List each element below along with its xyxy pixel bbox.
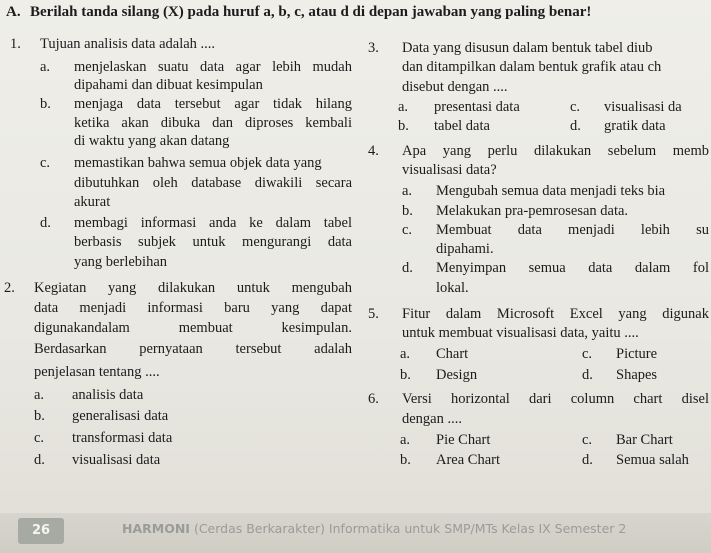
q5-option-d-label[interactable]: d. <box>582 367 593 383</box>
q5-option-b-label[interactable]: b. <box>400 367 411 383</box>
q3-option-c-label[interactable]: c. <box>570 99 581 115</box>
q4-option-b-label[interactable]: b. <box>402 203 413 219</box>
q1-option-b-text: menjaga data tersebut agar tidak hilang <box>74 96 352 112</box>
q5-option-c-text: Picture <box>616 346 658 362</box>
q3-option-c-text: visualisasi da <box>604 99 682 115</box>
q2-option-d-label[interactable]: d. <box>34 452 45 468</box>
q3-question-3: disebut dengan .... <box>402 79 508 95</box>
q4-option-d-text: Menyimpan semua data dalam fol <box>436 260 709 276</box>
q4-option-c-text-2: dipahami. <box>436 241 494 257</box>
q6-number: 6. <box>368 391 379 407</box>
q1-option-a-text: menjelaskan suatu data agar lebih mudah <box>74 59 352 75</box>
q6-option-c-label[interactable]: c. <box>582 432 593 448</box>
q2-option-a-label[interactable]: a. <box>34 387 45 403</box>
q1-option-c-text: memastikan bahwa semua objek data yang <box>74 155 322 171</box>
q4-option-c-text: Membuat data menjadi lebih su <box>436 222 709 238</box>
q4-option-b-text: Melakukan pra-pemrosesan data. <box>436 203 629 219</box>
q5-option-c-label[interactable]: c. <box>582 346 593 362</box>
q1-option-c-text-2: dibutuhkan oleh database diwakili secara <box>74 175 352 191</box>
q6-question: Versi horizontal dari column chart disel <box>402 391 709 407</box>
q2-option-c-text: transformasi data <box>72 430 173 446</box>
section-instruction: Berilah tanda silang (X) pada huruf a, b, c, atau d di depan jawaban yang paling benar! <box>30 4 592 20</box>
q2-question-4: Berdasarkan pernyataan tersebut adalah <box>34 341 352 357</box>
q3-option-a-text: presentasi data <box>434 99 520 115</box>
q5-option-a-label[interactable]: a. <box>400 346 411 362</box>
q6-option-a-label[interactable]: a. <box>400 432 411 448</box>
q3-question-2: dan ditampilkan dalam bentuk grafik atau ch <box>402 59 662 75</box>
q3-option-d-label[interactable]: d. <box>570 118 581 134</box>
q2-option-c-label[interactable]: c. <box>34 430 45 446</box>
q5-option-b-text: Design <box>436 367 478 383</box>
q2-option-a-text: analisis data <box>72 387 144 403</box>
q3-option-a-label[interactable]: a. <box>398 99 409 115</box>
q4-option-a-label[interactable]: a. <box>402 183 413 199</box>
q6-option-b-label[interactable]: b. <box>400 452 411 468</box>
q1-number: 1. <box>10 36 21 52</box>
q1-option-d-label[interactable]: d. <box>40 215 51 231</box>
q2-option-b-text: generalisasi data <box>72 408 169 424</box>
q2-question: Kegiatan yang dilakukan untuk mengubah <box>34 280 352 296</box>
q6-option-b-text: Area Chart <box>436 452 501 468</box>
q2-question-3: digunakandalam membuat kesimpulan. <box>34 320 352 336</box>
q5-option-d-text: Shapes <box>616 367 658 383</box>
footer-text <box>122 521 626 536</box>
q5-question-2: untuk membuat visualisasi data, yaitu .... <box>402 325 639 341</box>
q3-number: 3. <box>368 40 379 56</box>
footer-subtitle: (Cerdas Berkarakter) Informatika untuk SMP/MTs Kelas IX Semester 2 <box>193 521 627 536</box>
q4-option-a-text: Mengubah semua data menjadi teks bia <box>436 183 666 199</box>
q6-option-a-text: Pie Chart <box>436 432 491 448</box>
q4-question: Apa yang perlu dilakukan sebelum memb <box>402 143 709 159</box>
q2-option-d-text: visualisasi data <box>72 452 161 468</box>
q6-option-d-label[interactable]: d. <box>582 452 593 468</box>
section-letter: A. <box>6 4 21 20</box>
q1-option-c-label[interactable]: c. <box>40 155 51 171</box>
q6-option-c-text: Bar Chart <box>616 432 673 448</box>
q2-option-b-label[interactable]: b. <box>34 408 45 424</box>
q5-option-a-text: Chart <box>436 346 469 362</box>
q1-option-d-text-2: berbasis subjek untuk mengurangi data <box>74 234 352 250</box>
q4-option-d-text-2: lokal. <box>436 280 469 296</box>
q1-option-d-text: membagi informasi anda ke dalam tabel <box>74 215 352 231</box>
q4-question-2: visualisasi data? <box>402 162 497 178</box>
q1-option-a-label[interactable]: a. <box>40 59 51 75</box>
q6-option-d-text: Semua salah <box>616 452 689 468</box>
q3-option-b-label[interactable]: b. <box>398 118 409 134</box>
q2-number: 2. <box>4 280 15 296</box>
q2-question-5: penjelasan tentang .... <box>34 364 160 380</box>
q6-question-2: dengan .... <box>402 411 462 427</box>
q5-number: 5. <box>368 306 379 322</box>
footer-series: HARMONI <box>122 521 190 536</box>
q3-option-d-text: gratik data <box>604 118 666 134</box>
q2-question-2: data menjadi informasi baru yang dapat <box>34 300 352 316</box>
q4-number: 4. <box>368 143 379 159</box>
q1-option-b-label[interactable]: b. <box>40 96 51 112</box>
page-number: 26 <box>18 518 64 544</box>
q5-question: Fitur dalam Microsoft Excel yang digunak <box>402 306 709 322</box>
q4-option-d-label[interactable]: d. <box>402 260 413 276</box>
q1-option-a-text-2: dipahami dan dibuat kesimpulan <box>74 77 263 93</box>
q1-option-d-text-3: yang berlebihan <box>74 254 168 270</box>
q3-option-b-text: tabel data <box>434 118 490 134</box>
q1-option-b-text-2: ketika akan dibuka dan diproses kembali <box>74 115 352 131</box>
q4-option-c-label[interactable]: c. <box>402 222 413 238</box>
q1-option-c-text-3: akurat <box>74 194 111 210</box>
q3-question: Data yang disusun dalam bentuk tabel diub <box>402 40 653 56</box>
q1-option-b-text-3: di waktu yang akan datang <box>74 133 230 149</box>
q1-question: Tujuan analisis data adalah .... <box>40 36 216 52</box>
